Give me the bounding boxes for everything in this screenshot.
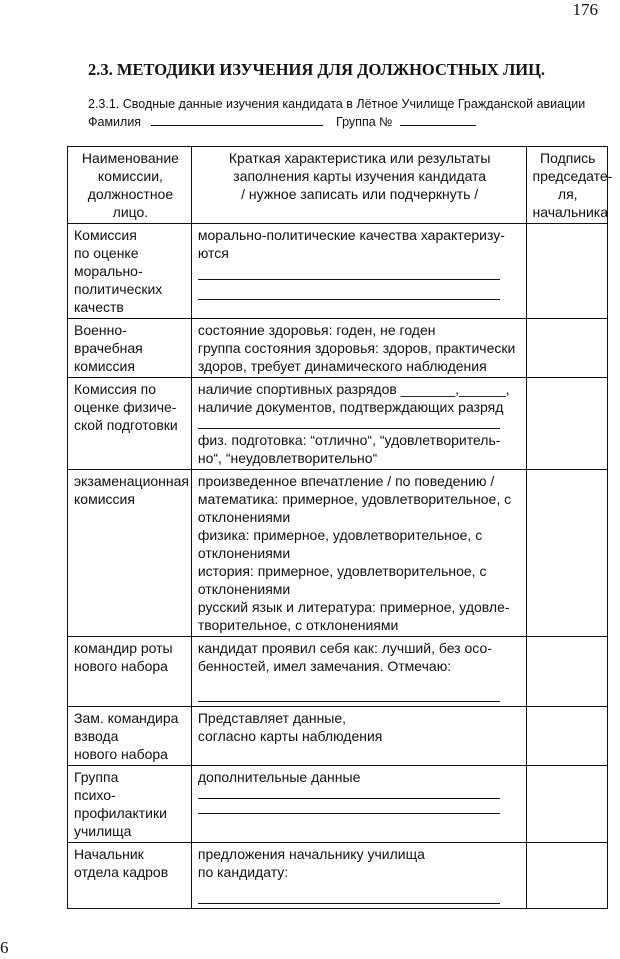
details-cell: предложения начальнику училища по кандидату: bbox=[191, 843, 526, 909]
signature-cell[interactable] bbox=[526, 224, 608, 319]
header-signature: Подпись председате- ля, начальника bbox=[526, 147, 608, 224]
page-number-top: 176 bbox=[572, 0, 598, 19]
signature-cell[interactable] bbox=[526, 707, 608, 766]
details-cell: кандидат проявил себя как: лучший, без осо- бенностей, имел замечания. Отмечаю: bbox=[191, 637, 526, 707]
signature-cell[interactable] bbox=[526, 637, 608, 707]
details-cell: наличие спортивных разрядов _______,______, наличие документов, подтверждающих разряд физ. подготовка: “отлично“, “удовлетворитель- но“, “неудовлетворительно“ bbox=[191, 378, 526, 470]
group-blank bbox=[400, 114, 476, 126]
details-cell: морально-политические качества характеризу- ются bbox=[191, 224, 526, 319]
signature-cell[interactable] bbox=[526, 766, 608, 843]
commission-cell: Комиссия по оценке физиче- ской подготовки bbox=[68, 378, 192, 470]
fill-line[interactable] bbox=[198, 801, 500, 814]
table-row bbox=[68, 843, 608, 909]
surname-label: Фамилия bbox=[88, 115, 142, 129]
commission-cell: Группа психо- профилактики училища bbox=[68, 766, 192, 843]
table-row bbox=[68, 470, 608, 637]
table-row bbox=[68, 766, 608, 843]
commission-cell: Зам. командира взвода нового набора bbox=[68, 707, 192, 766]
fill-line[interactable] bbox=[198, 262, 500, 280]
details-cell: Представляет данные, согласно карты наблюдения bbox=[191, 707, 526, 766]
signature-cell[interactable] bbox=[526, 843, 608, 909]
subtitle: 2.3.1. Сводные данные изучения кандидата в Лётное Училище Гражданской авиации bbox=[88, 97, 586, 111]
details-cell: произведенное впечатление / по поведению / математика: примерное, удовлетворительное, с отклонениями физика: примерное, удовлетворительное, с отклонениями история: примерное, удовлетворительное, с отклонениями русский язык и литература: примерное, удовле- творительное, с отклонениями bbox=[191, 470, 526, 637]
commission-cell: экзаменационная комиссия bbox=[68, 470, 192, 637]
commission-cell: Начальник отдела кадров bbox=[68, 843, 192, 909]
table-row bbox=[68, 224, 608, 319]
commission-cell: Военно- врачебная комиссия bbox=[68, 319, 192, 378]
fill-line[interactable] bbox=[198, 881, 500, 904]
signature-cell[interactable] bbox=[526, 470, 608, 637]
fill-line[interactable] bbox=[198, 416, 500, 429]
header-commission: Наименование комиссии, должностное лицо. bbox=[68, 147, 192, 224]
surname-blank bbox=[151, 114, 323, 126]
surname-group-line bbox=[88, 114, 476, 129]
signature-cell[interactable] bbox=[526, 319, 608, 378]
page-number-bottom: 6 bbox=[0, 938, 9, 957]
table-row bbox=[68, 319, 608, 378]
table-row bbox=[68, 378, 608, 470]
fill-line[interactable] bbox=[198, 675, 500, 702]
commission-cell: командир роты нового набора bbox=[68, 637, 192, 707]
group-label: Группа № bbox=[336, 115, 393, 129]
header-details: Краткая характеристика или результаты заполнения карты изучения кандидата / нужное записать или подчеркнуть / bbox=[191, 147, 526, 224]
table-header-row bbox=[68, 147, 608, 224]
details-cell: дополнительные данные bbox=[191, 766, 526, 843]
fill-line[interactable] bbox=[198, 282, 500, 300]
table-row bbox=[68, 707, 608, 766]
candidate-summary-table bbox=[67, 146, 613, 909]
section-title: 2.3. МЕТОДИКИ ИЗУЧЕНИЯ ДЛЯ ДОЛЖНОСТНЫХ ЛИЦ. bbox=[88, 60, 546, 79]
table-row bbox=[68, 637, 608, 707]
signature-cell[interactable] bbox=[526, 378, 608, 470]
commission-cell: Комиссия по оценке морально- политических качеств bbox=[68, 224, 192, 319]
fill-line[interactable] bbox=[198, 786, 500, 799]
details-cell: состояние здоровья: годен, не годен группа состояния здоровья: здоров, практически здоров, требует динамического наблюдения bbox=[191, 319, 526, 378]
